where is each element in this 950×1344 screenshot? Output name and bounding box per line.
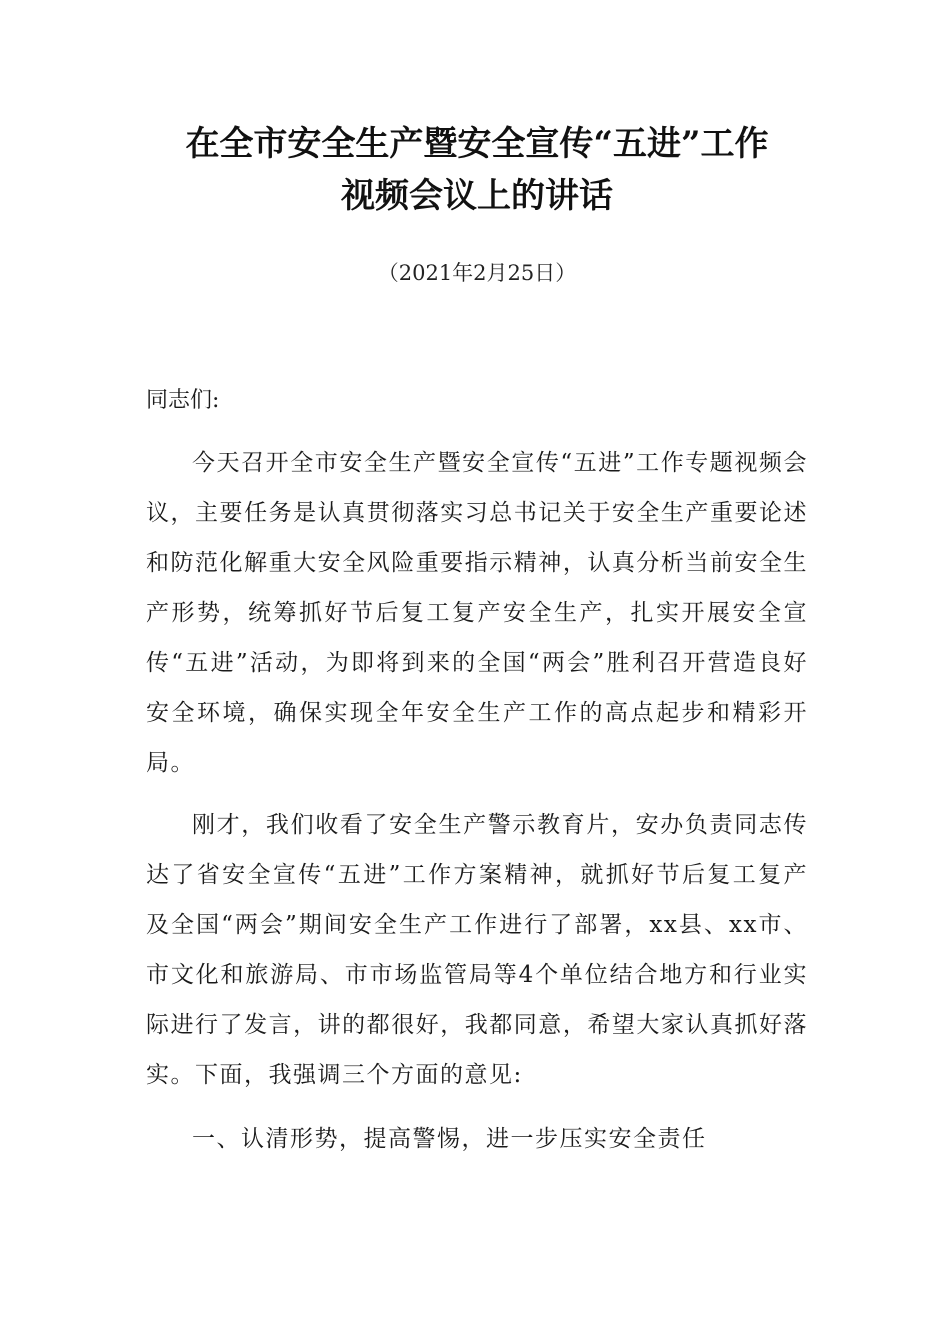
salutation: 同志们:: [146, 388, 220, 413]
document-title: [146, 118, 808, 222]
paragraph-review: 刚才，我们收看了安全生产警示教育片，安办负责同志传达了省安全宣传“五进”工作方案精神，就抓好节后复工复产及全国“两会”期间安全生产工作进行了部署，xx县、xx市、市文化和旅游局、市市场监管局等4个单位结合地方和行业实际进行了发言，讲的都很好，我都同意，希望大家认真抓好落实。下面，我强调三个方面的意见:: [146, 812, 808, 1088]
section-heading-1: 一、认清形势，提高警惕，进一步压实安全责任: [192, 1126, 707, 1152]
title-line-2: 视频会议上的讲话: [341, 176, 613, 216]
document-page: [146, 118, 808, 1164]
speech-date: （2021年2月25日）: [377, 261, 577, 285]
paragraph-opening: 今天召开全市安全生产暨安全宣传“五进”工作专题视频会议，主要任务是认真贯彻落实习总书记关于安全生产重要论述和防范化解重大安全风险重要指示精神，认真分析当前安全生产形势，统筹抓好节后复工复产安全生产，扎实开展安全宣传“五进”活动，为即将到来的全国“两会”胜利召开营造良好安全环境，确保实现全年安全生产工作的高点起步和精彩开局。: [146, 450, 808, 776]
title-line-1: 在全市安全生产暨安全宣传“五进”工作: [185, 124, 769, 164]
